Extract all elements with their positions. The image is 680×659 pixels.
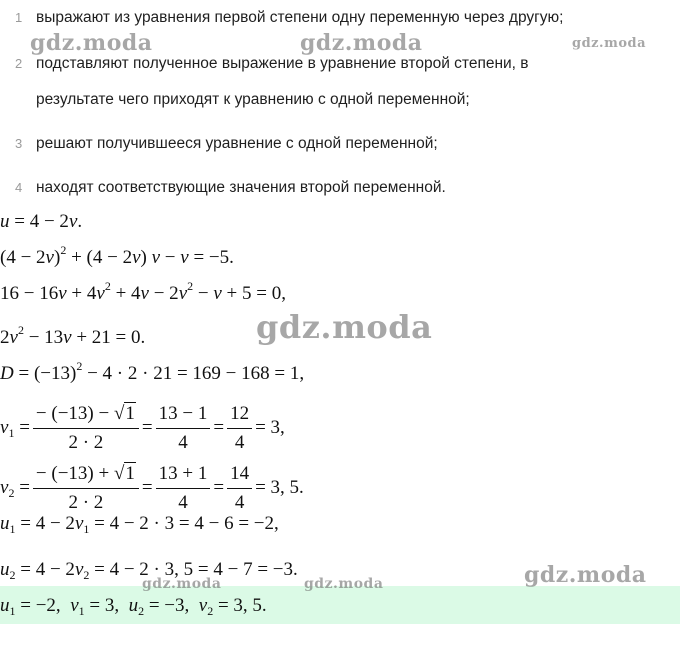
equation-substitution: u = 4 − 2v. xyxy=(0,211,83,232)
step-number: 4 xyxy=(15,180,23,195)
watermark: gdz.moda xyxy=(142,576,222,592)
step-text: выражают из уравнения первой степени одну переменную через другую; xyxy=(36,9,564,26)
watermark: gdz.moda xyxy=(256,308,433,346)
fraction: $\frac{- (-13) + √1}{2 \cdot 2}$ xyxy=(33,462,139,515)
equation-root-v2: $v_2$ = $\frac{- (-13) + √1}{2 \cdot 2}$ = $\frac{13 + 1}{4}$ = $\frac{14}{4}$ = 3, 5. xyxy=(0,463,304,513)
equation-expanded: $16 - 16v + 4v^2 + 4v - 2v^2 - v + 5 = 0$, xyxy=(0,279,286,304)
step-number: 2 xyxy=(15,56,23,71)
step-text: результате чего приходят к уравнению с одной переменной; xyxy=(36,91,470,108)
answer: $u_1 = -2$, $v_1 = 3$, $u_2 = -3$, $v_2 = 3$, 5. xyxy=(0,595,267,618)
step-number: 3 xyxy=(15,136,23,151)
equation-u1: $u_1 = 4 - 2v_1 = 4 - 2 \cdot 3 = 4 - 6 = -2$, xyxy=(0,513,279,536)
step-text: решают получившееся уравнение с одной переменной; xyxy=(36,135,438,152)
equation-substituted: $(4 - 2v)^2 + (4 - 2v)$ v − v = −5. xyxy=(0,243,234,268)
fraction: $\frac{- (-13) - √1}{2 \cdot 2}$ xyxy=(33,402,139,455)
equation-u2: $u_2 = 4 - 2v_2 = 4 - 2 \cdot 3$, 5 = 4 − 7 = −3. xyxy=(0,559,298,582)
watermark: gdz.moda xyxy=(524,562,647,588)
step-text: подставляют полученное выражение в уравнение второй степени, в xyxy=(36,55,529,72)
watermark: gdz.moda xyxy=(572,36,647,51)
step-number: 1 xyxy=(15,10,23,25)
fraction: $\frac{12}{4}$ xyxy=(227,402,252,455)
fraction: $\frac{13 - 1}{4}$ xyxy=(156,402,211,455)
fraction: $\frac{14}{4}$ xyxy=(227,462,252,515)
watermark: gdz.moda xyxy=(304,576,384,592)
fraction: $\frac{13 + 1}{4}$ xyxy=(156,462,211,515)
watermark: gdz.moda xyxy=(300,30,423,56)
step-text: находят соответствующие значения второй переменной. xyxy=(36,179,446,196)
watermark: gdz.moda xyxy=(30,30,153,56)
equation-discriminant: $D = (-13)^2 - 4 \cdot 2 \cdot 21 = 169 - 168 = 1$, xyxy=(0,359,305,384)
equation-quadratic: $2v^2 - 13v + 21 = 0$. xyxy=(0,323,146,348)
equation-root-v1: $v_1$ = $\frac{- (-13) - √1}{2 \cdot 2}$ = $\frac{13 - 1}{4}$ = $\frac{12}{4}$ = 3, xyxy=(0,403,285,453)
